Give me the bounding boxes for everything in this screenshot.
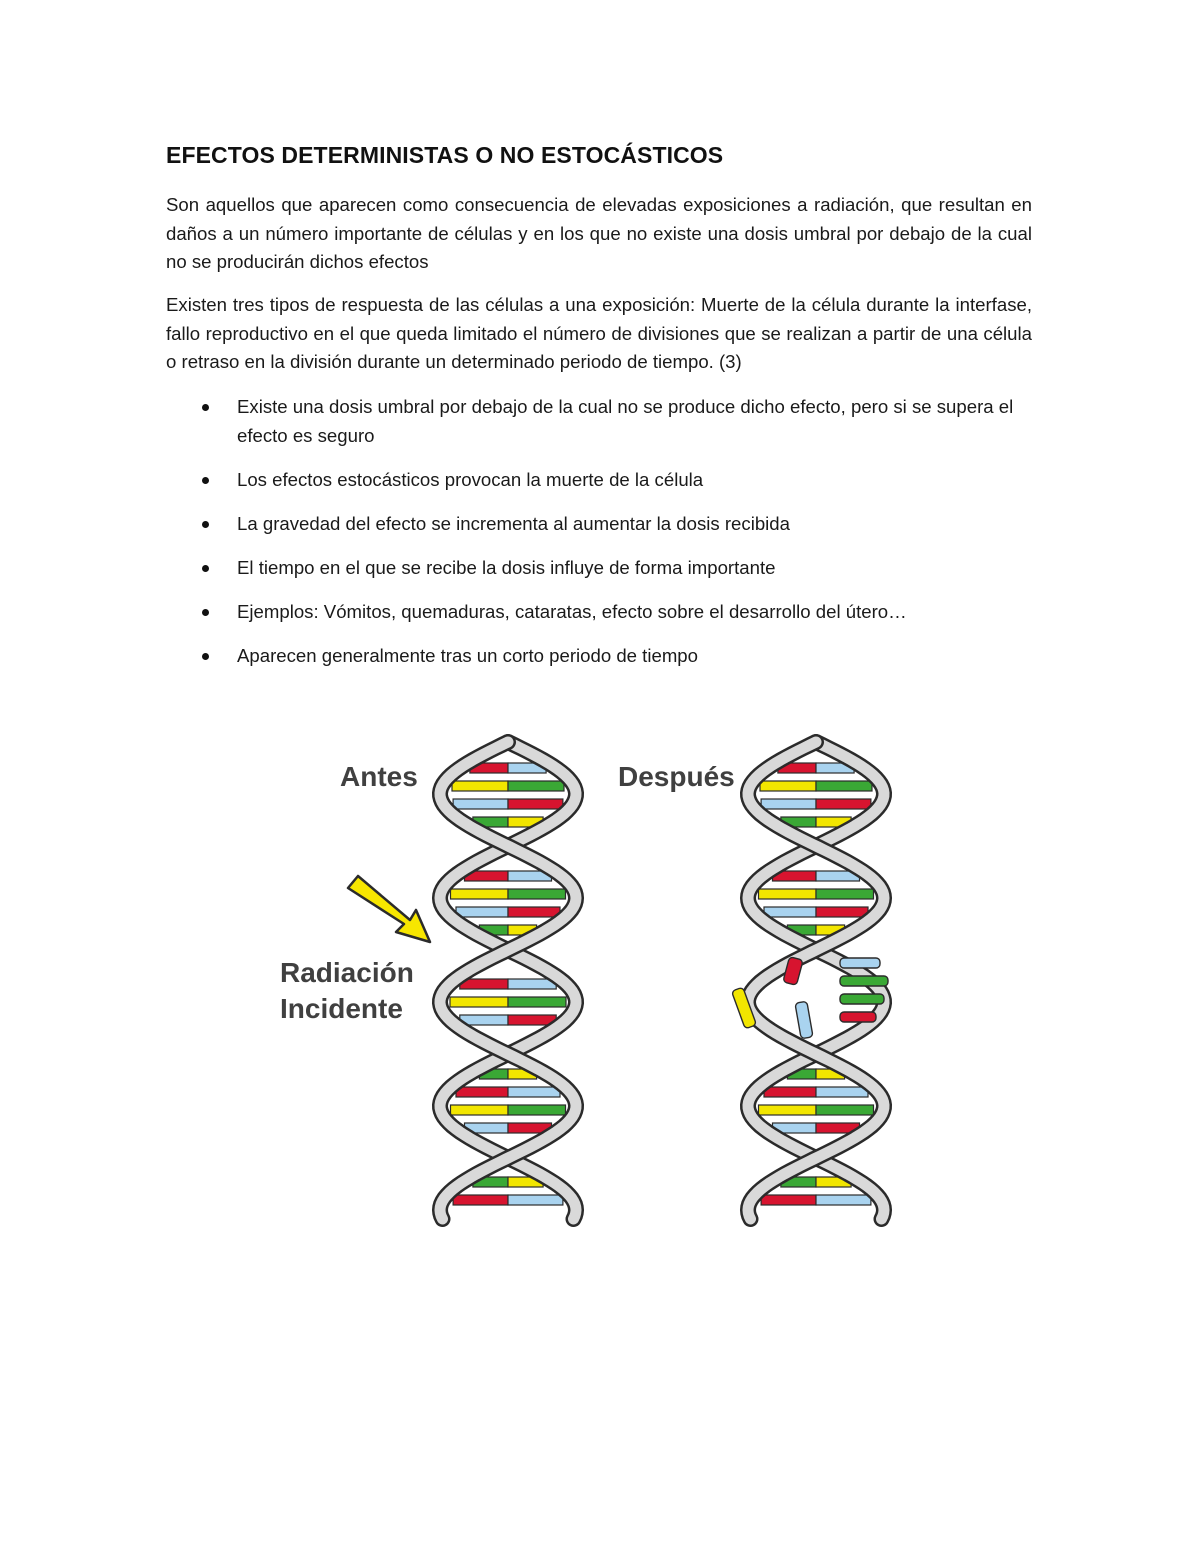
bullet-icon — [202, 521, 209, 528]
list-item — [166, 393, 1032, 450]
bullet-list — [166, 393, 1032, 686]
base-pair-left — [450, 997, 508, 1007]
base-pair-right — [816, 799, 871, 809]
base-pair-left — [456, 1087, 508, 1097]
base-pair-left — [764, 1087, 816, 1097]
document-title: EFECTOS DETERMINISTAS O NO ESTOCÁSTICOS — [166, 142, 724, 168]
bullet-text: El tiempo en el que se recibe la dosis influye de forma importante — [237, 556, 776, 578]
dna-helix-after — [732, 742, 888, 1219]
broken-fragment — [840, 958, 880, 968]
base-pair-right — [816, 781, 872, 791]
base-pair-right — [508, 1195, 563, 1205]
base-pair-right — [816, 1195, 871, 1205]
bullet-text: Existe una dosis umbral por debajo de la cual no se produce dicho efecto, pero si se supera el efecto es seguro — [237, 396, 1014, 446]
base-pair-right — [508, 907, 560, 917]
dna-helix-before — [440, 742, 576, 1219]
broken-fragment — [840, 994, 884, 1004]
base-pair-left — [453, 1195, 508, 1205]
bullet-icon — [202, 565, 209, 572]
base-pair-left — [456, 907, 508, 917]
label-after: Después — [618, 761, 735, 792]
broken-fragment — [795, 1001, 813, 1039]
base-pair-left — [764, 907, 816, 917]
base-pair-right — [816, 1087, 868, 1097]
broken-fragment — [840, 1012, 876, 1022]
base-pair-left — [451, 1105, 509, 1115]
bullet-text: La gravedad del efecto se incrementa al aumentar la dosis recibida — [237, 512, 790, 534]
label-incident: Incidente — [280, 993, 403, 1024]
base-pair-left — [761, 799, 816, 809]
base-pair-right — [508, 799, 563, 809]
base-pair-left — [759, 889, 817, 899]
list-item — [166, 510, 1032, 539]
base-pair-right — [508, 889, 566, 899]
base-pair-right — [816, 907, 868, 917]
bullet-icon — [202, 477, 209, 484]
list-item — [166, 598, 1032, 627]
base-pair-right — [508, 997, 566, 1007]
paragraph-cell-response: Existen tres tipos de respuesta de las células a una exposición: Muerte de la célula durante la interfase, fallo reproductivo en el que queda limitado el número de divisiones que se realizan a partir de una célula o retraso en la división durante un determinado periodo de tiempo. (3) — [166, 294, 1032, 373]
list-item — [166, 642, 1032, 671]
dna-illustration — [270, 720, 910, 1240]
list-item — [166, 466, 1032, 495]
bullet-text: Ejemplos: Vómitos, quemaduras, cataratas, efecto sobre el desarrollo del útero… — [237, 600, 907, 622]
bullet-icon — [202, 653, 209, 660]
base-pair-left — [759, 1105, 817, 1115]
base-pair-left — [760, 781, 816, 791]
base-pair-right — [508, 1087, 560, 1097]
base-pair-right — [816, 889, 874, 899]
bullet-text: Aparecen generalmente tras un corto periodo de tiempo — [237, 644, 698, 666]
bullet-text: Los efectos estocásticos provocan la muerte de la célula — [237, 468, 704, 490]
base-pair-right — [816, 1105, 874, 1115]
paragraph-definition: Son aquellos que aparecen como consecuencia de elevadas exposiciones a radiación, que resultan en daños a un número importante de células y en los que no existe una dosis umbral por debajo de la cual no se producirán dichos efectos — [166, 194, 1032, 273]
dna-radiation-figure — [270, 720, 910, 1240]
list-item — [166, 554, 1032, 583]
bullet-icon — [202, 404, 209, 411]
base-pair-left — [451, 889, 509, 899]
base-pair-left — [453, 799, 508, 809]
label-radiation: Radiación — [280, 957, 414, 988]
base-pair-left — [452, 781, 508, 791]
label-before: Antes — [340, 761, 418, 792]
base-pair-left — [761, 1195, 816, 1205]
broken-fragment — [840, 976, 888, 986]
radiation-arrow-icon — [348, 876, 430, 942]
bullet-icon — [202, 609, 209, 616]
base-pair-right — [508, 781, 564, 791]
base-pair-right — [508, 1105, 566, 1115]
